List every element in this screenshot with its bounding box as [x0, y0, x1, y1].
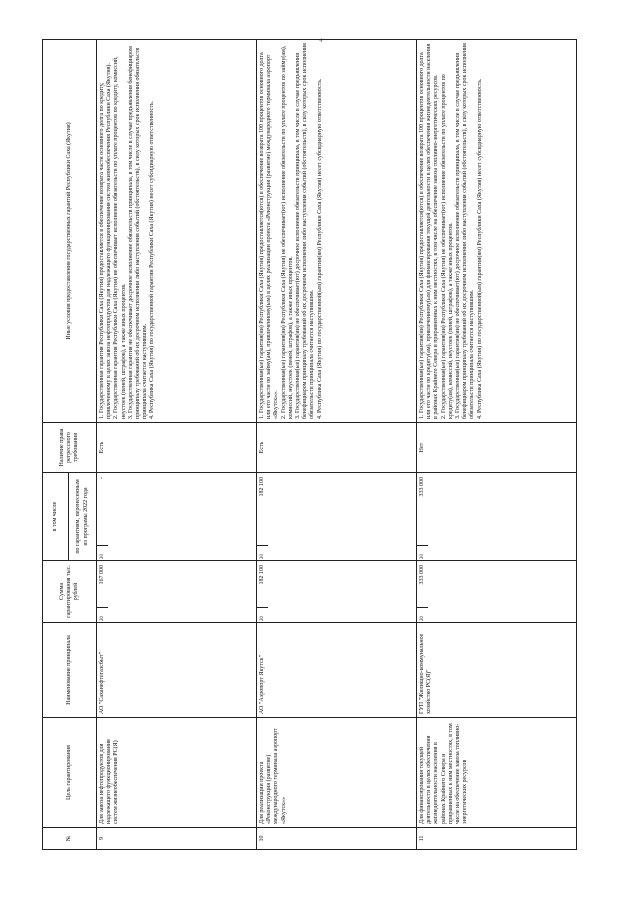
row-purpose: Для финансирования текущей деятельности в целях обеспечения жизнедеятельности населения в районах Крайнего Севера и приравненных к ним местностях, в том числе на обеспечение завоза топливно-энергетических ресурсов: [417, 718, 577, 828]
header-carried-over: по гарантиям, перенесенным из програмы 2022 года: [69, 473, 97, 561]
row-principal: АО "Аэропорт Якутск": [257, 623, 417, 718]
row-regress: Есть: [97, 423, 257, 473]
row-regress: Нет: [417, 423, 577, 473]
row-num: 10: [257, 828, 417, 850]
row-purpose: Для реализации проекта «Реконструкция (развитие) международного терминала аэропорт «Якутск»»: [257, 718, 417, 828]
row-year-2: 20: [417, 545, 428, 560]
table-row: [257, 40, 417, 850]
row-amount-cell: [97, 561, 257, 623]
row-num: 9: [97, 828, 257, 850]
condition-item: 1. Государственная(ые) гарантия(ии) Республики Саха (Якутия) предоставляется(ются) в обеспечение возврата 100 процентов основного долга или его части по кредиту(ам), привлеченному(ым) для финансирования текущей деятельности в целях обеспечения жизнедеятельности населения в районах Крайнего Севера и приравненных к ним местностях, в том числе на обеспечение завоза топливно-энергетических ресурсов.: [419, 43, 440, 419]
table-row: [417, 40, 577, 850]
row-amount-cell: [257, 561, 417, 623]
row-year: 20: [417, 607, 428, 622]
row-carried-cell: [97, 473, 257, 561]
row-amount-cell: [417, 561, 577, 623]
row-num: 11: [417, 828, 577, 850]
row-carried-cell: [257, 473, 417, 561]
row-amount: 167 000: [99, 565, 105, 585]
row-amount: 333 000: [419, 565, 425, 585]
row-year-2: 20: [97, 545, 108, 560]
row-year-2: 20: [257, 545, 268, 560]
row-year: 20: [97, 607, 108, 622]
header-purpose: Цель гарантирования: [43, 718, 97, 828]
guarantees-table: [42, 39, 577, 850]
condition-item: 1. Государственная(ые) гарантия(ии) Республики Саха (Якутия) предоставляется(ются) в обеспечение возврата 100 процентов основного долга или его части по займу(ам), привлеченному(ым) в целях реализации проекта «Реконструкция (развитие) международного терминала аэропорт «Якутск»».: [259, 52, 280, 419]
condition-item: 2. Государственная гарантия Республики Саха (Якутия) не обеспечивает исполнение обязательств по уплате процентов по кредиту, комиссий, неустоек (пеней, штрафов), а также иных процентов.: [113, 56, 127, 419]
row-year: 20: [257, 607, 268, 622]
row-carried: -: [99, 477, 105, 479]
row-principal: АО "Саханефтегазсбыт": [97, 623, 257, 718]
row-regress: Есть: [257, 423, 417, 473]
condition-item: 3. Государственная(ые) гарантия(ии) не обеспечивает(ют) досрочное исполнение обязательств принципала, в том числе в случае предъявления бенефициаром принципалу требований об их досрочном исполнении либо наступления событий (обстоятельств), в силу которых срок исполнения обязательств принципала считается наступившим.: [295, 43, 316, 419]
condition-item: 2. Государственная(ые) гарантия(ии) Республики Саха (Якутия) не обеспечивает(ют) исполнение обязательств по уплате процентов по займу(ам), комиссий, неустоек (пеней, штрафов), а также иных процентов.: [280, 45, 294, 419]
condition-item: 2. Государственная(ые) гарантия(ии) Республики Саха (Якутия) не обеспечивает(ют) исполнение обязательств по уплате процентов по кредиту(ам), комиссий, неустоек (пеней, штрафов), а также иных процентов.: [440, 74, 454, 419]
condition-item: 3. Государственная гарантия не обеспечивает досрочное исполнение обязательств принципала, в том числе в случае предъявления бенефициаром принципалу требований об их досрочном исполнении либо наступления событий (обстоятельств), в силу которых срок исполнения обязательств принципала считается наступившим.: [127, 46, 149, 419]
header-num: №: [43, 828, 97, 850]
header-regress: Наличие права регрессного требования: [43, 423, 97, 473]
row-conditions: [97, 40, 257, 423]
row-conditions: [257, 40, 417, 423]
table-row: [97, 40, 257, 850]
header-conditions: Иные условия предоставления государственных гарантий Республики Саха (Якутия): [43, 40, 97, 423]
condition-item: 4. Республика Саха (Якутия) по государственной(ым) гарантии(ям) Республики Саха (Якутия) несет субсидиарную ответственность.: [316, 78, 323, 419]
header-including: в том числе: [43, 473, 69, 561]
row-purpose: Для завоза нефтепродуктов для надлежащего функционирования систем жизнеобеспечения РС(Я): [97, 718, 257, 828]
condition-item: 1. Государственная гарантия Республики Саха (Якутия) предоставляется в обеспечение возврата части основного долга по кредиту, привлеченному в целях завоза нефтепродуктов для надлежащего функционирования систем жизнеобеспечения Республики Саха (Якутия).: [99, 63, 113, 419]
header-principal: Наименование принципала: [43, 623, 97, 718]
row-carried: 333 000: [419, 477, 425, 497]
condition-item: 3. Государственная(ые) гарантия(ии) не обеспечивает(ют) досрочное исполнение обязательств принципала, в том числе в случае предъявления бенефициаром принципалу требований об их досрочном исполнении либо наступления событий (обстоятельств), в силу которых срок исполнения обязательств принципала считается наступившим.: [455, 43, 476, 419]
row-carried: 182 100: [259, 477, 265, 497]
header-amount: Сумма гарантирования тыс. рублей: [43, 561, 97, 623]
page-number: 4: [317, 38, 325, 42]
row-amount: 182 100: [259, 565, 265, 585]
condition-item: 4. Республика Саха (Якутия) по государственной гарантии Республики Саха (Якутия) несет субсидиарную ответственность.: [149, 100, 156, 419]
row-principal: ГУП "Жилищно-коммунальное хозяйство РС(Я)": [417, 623, 577, 718]
row-carried-cell: [417, 473, 577, 561]
rotated-page: [42, 40, 598, 850]
row-conditions: [417, 40, 577, 423]
condition-item: 4. Республика Саха (Якутия) по государственной(ым) гарантии(ям) Республики Саха (Якутия) несет субсидиарную ответственность.: [476, 78, 483, 419]
